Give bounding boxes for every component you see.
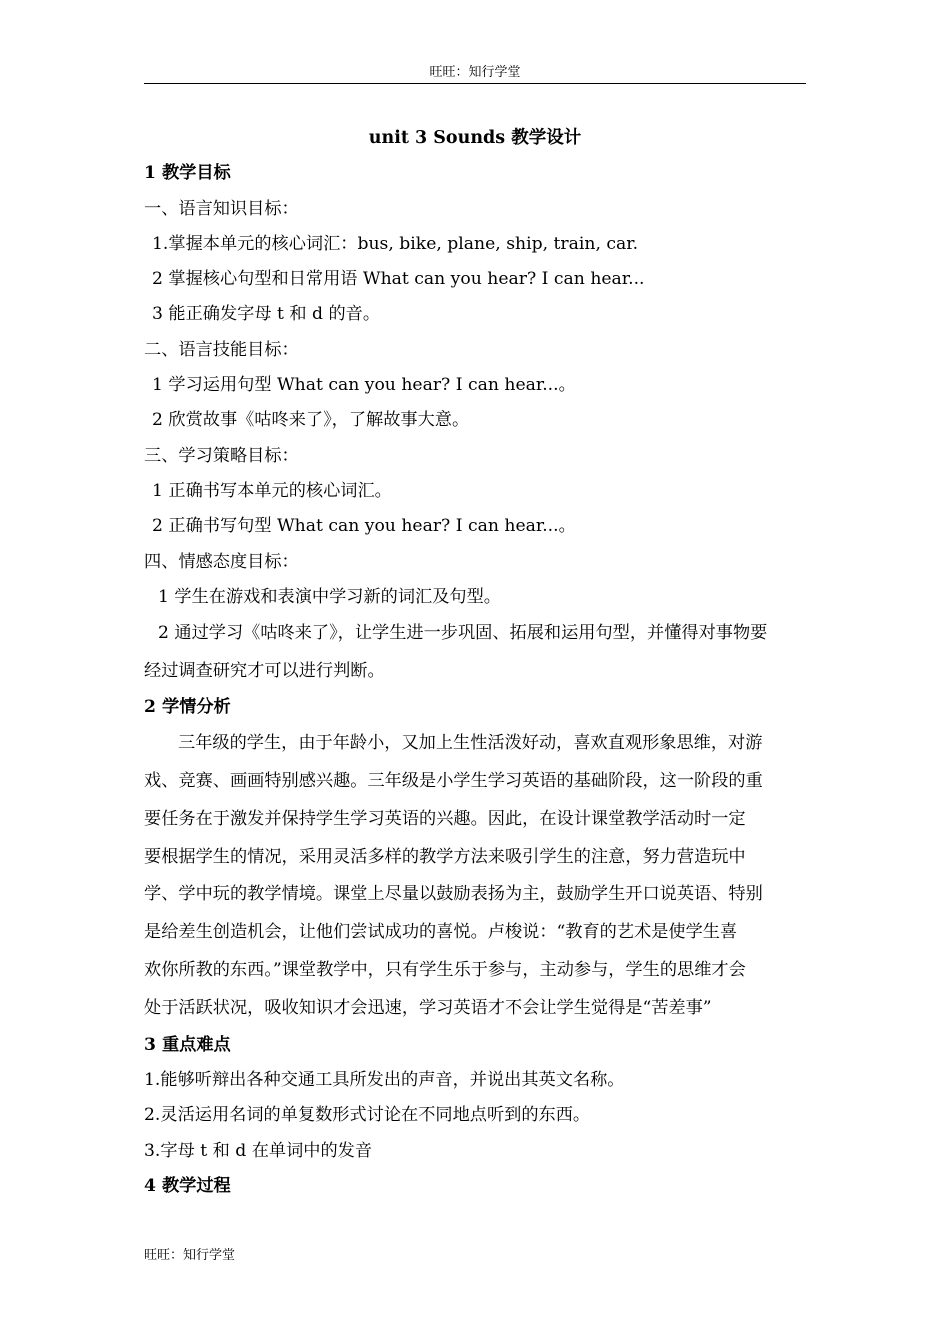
page-footer: 旺旺：知行学堂 <box>144 1248 236 1263</box>
key-point-item-2: 2.灵活运用名词的单复数形式讨论在不同地点听到的东西。 <box>144 1105 591 1126</box>
document-body <box>144 121 806 1204</box>
analysis-line: 要根据学生的情况，采用灵活多样的教学方法来吸引学生的注意，努力营造玩中 <box>144 846 746 867</box>
section-heading-objectives: 1 教学目标 <box>144 163 231 184</box>
analysis-line: 要任务在于激发并保持学生学习英语的兴趣。因此，在设计课堂教学活动时一定 <box>144 808 746 829</box>
document-title: unit 3 Sounds 教学设计 <box>368 128 582 148</box>
knowledge-item-1: 1.掌握本单元的核心词汇：bus, bike, plane, ship, train, car. <box>152 233 639 254</box>
skills-item-1: 1 学习运用句型 What can you hear? I can hear...。 <box>152 375 576 396</box>
key-point-item-3: 3.字母 t 和 d 在单词中的发音 <box>144 1140 373 1161</box>
analysis-line: 三年级的学生，由于年龄小，又加上生性活泼好动，喜欢直观形象思维，对游 <box>178 733 763 754</box>
subheading-skills: 二、语言技能目标： <box>144 339 299 360</box>
analysis-line: 戏、竞赛、画画特别感兴趣。三年级是小学生学习英语的基础阶段，这一阶段的重 <box>144 771 763 792</box>
subheading-strategy: 三、学习策略目标： <box>144 445 299 466</box>
analysis-line: 是给差生创造机会，让他们尝试成功的喜悦。卢梭说：“教育的艺术是使学生喜 <box>144 922 738 943</box>
section-heading-key-points: 3 重点难点 <box>144 1034 231 1055</box>
analysis-line: 学、学中玩的教学情境。课堂上尽量以鼓励表扬为主，鼓励学生开口说英语、特别 <box>144 884 763 905</box>
analysis-paragraph <box>144 725 806 1027</box>
attitude-item-2-line-1: 2 通过学习《咕咚来了》，让学生进一步巩固、拓展和运用句型，并懂得对事物要 <box>158 623 768 644</box>
strategy-item-1: 1 正确书写本单元的核心词汇。 <box>152 480 392 501</box>
header-rule <box>144 83 806 84</box>
analysis-line: 处于活跃状况，吸收知识才会迅速，学习英语才不会让学生觉得是“苦差事” <box>144 997 712 1018</box>
subheading-attitude: 四、情感态度目标： <box>144 551 299 572</box>
analysis-line: 欢你所教的东西。”课堂教学中，只有学生乐于参与，主动参与，学生的思维才会 <box>144 960 746 981</box>
subheading-knowledge: 一、语言知识目标： <box>144 198 299 219</box>
knowledge-item-3: 3 能正确发字母 t 和 d 的音。 <box>152 304 381 325</box>
skills-item-2: 2 欣赏故事《咕咚来了》，了解故事大意。 <box>152 410 470 431</box>
strategy-item-2: 2 正确书写句型 What can you hear? I can hear...。 <box>152 516 576 537</box>
attitude-item-1: 1 学生在游戏和表演中学习新的词汇及句型。 <box>158 586 501 607</box>
section-heading-analysis: 2 学情分析 <box>144 696 231 717</box>
attitude-item-2-line-2: 经过调查研究才可以进行判断。 <box>144 660 385 681</box>
knowledge-item-2: 2 掌握核心句型和日常用语 What can you hear? I can hear... <box>152 269 645 290</box>
page-header: 旺旺：知行学堂 <box>429 65 521 80</box>
section-heading-process: 4 教学过程 <box>144 1175 231 1196</box>
key-point-item-1: 1.能够听辩出各种交通工具所发出的声音，并说出其英文名称。 <box>144 1069 625 1090</box>
